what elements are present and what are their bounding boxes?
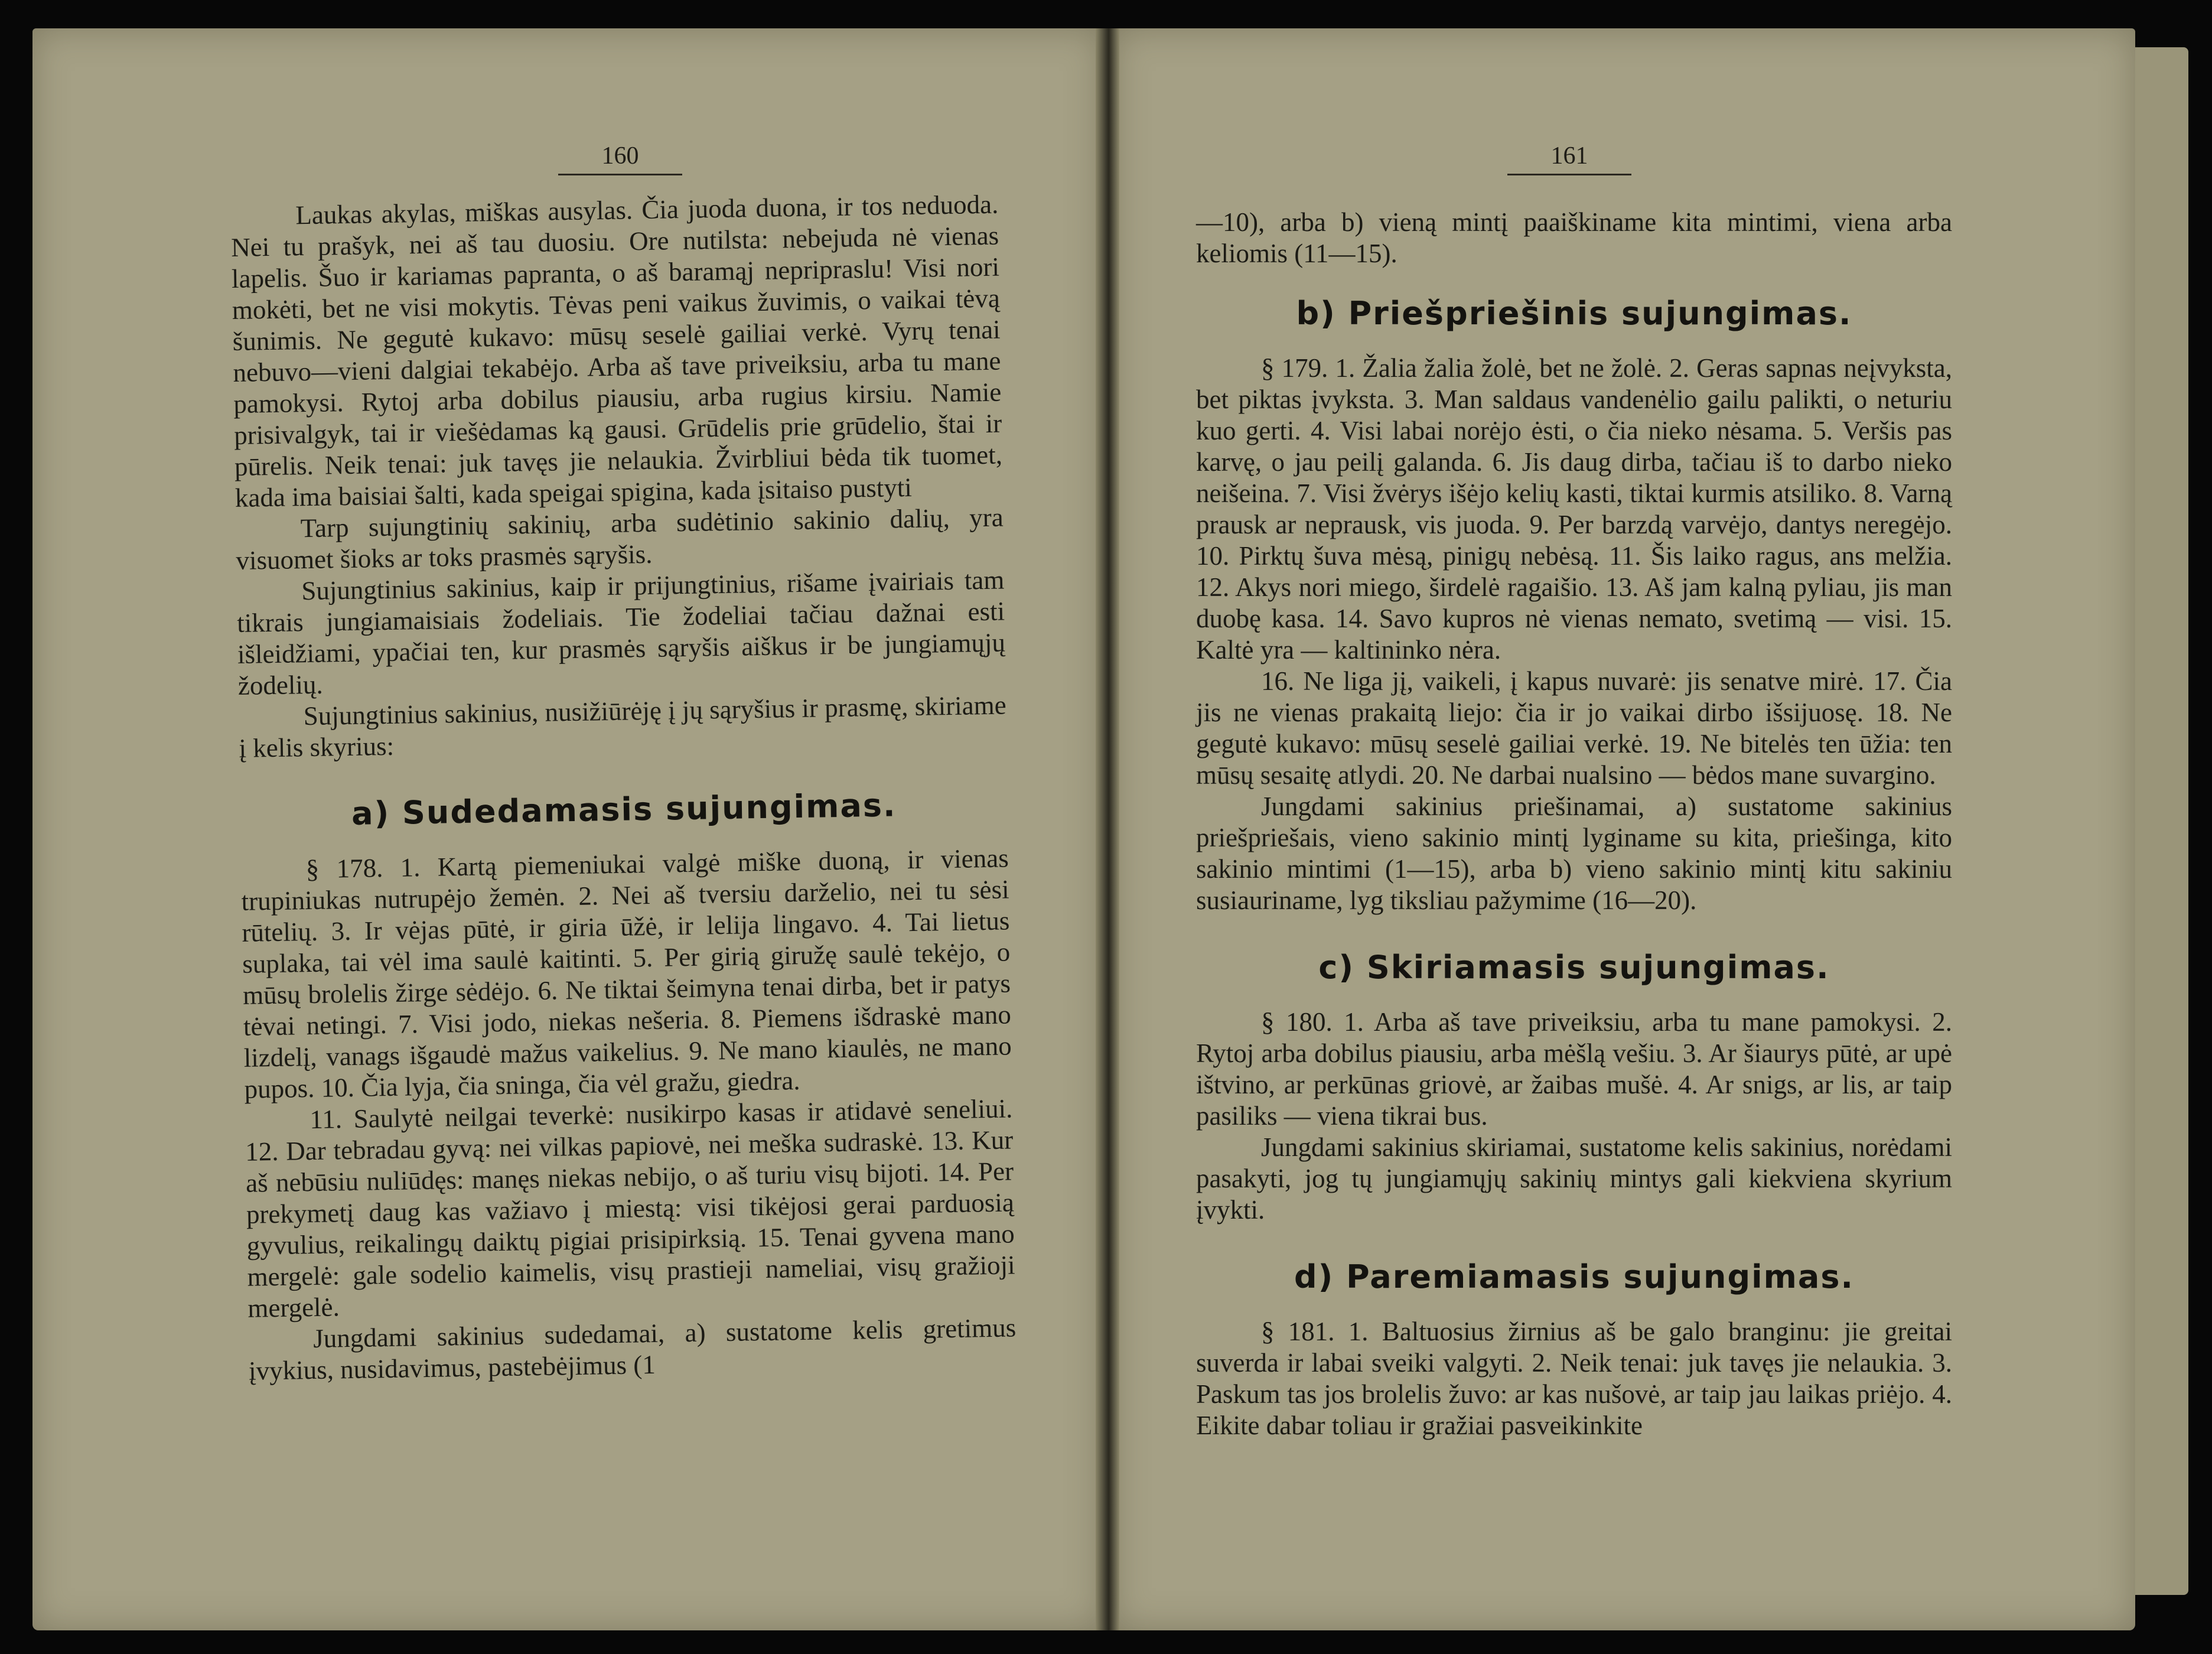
page-number-left: 160 bbox=[558, 142, 682, 175]
heading-priespriesinis: b) Priešpriešinis sujungimas. bbox=[1296, 295, 1852, 332]
paragraph-178-11: 11. Saulytė neilgai teverkė: nusikirpo kasas ir atidavė seneliui. 12. Dar tebradau gyvą: nei vilkas papiovė, nei meška sudraskė. 13. Kur aš nebūsiu nuliūdęs: manęs niekas nebijo, o aš turiu visų bijoti. 14. Per prekymetį daug kas važiavo į miestą: visi tikėjosi gerai parduosią gyvulius, reikalingų daiktų pigiai prisipirksią. 15. Tenai gyvena mano mergelė: gale sodelio kaimelis, visų prastieji nameliai, visų gražioji mergelė. bbox=[245, 1093, 1015, 1323]
paragraph-179-16: 16. Ne liga jį, vaikeli, į kapus nuvarė: jis senatve mirė. 17. Čia jis ne vienas prakaitą liejo: čia ir jo vaikai dirbo išsijuosę. 18. Ne gegutė kukavo: mūsų seselė gailiai verkė. 19. Ne bitelės ten ūžia: ten mūsų sesaitę atlydi. 20. Ne darbai nualsino — bėdos mane suvargino. bbox=[1196, 666, 1952, 790]
page-block-edge bbox=[2132, 47, 2188, 1595]
paragraph-sujungtinius-2: Sujungtinius sakinius, nusižiūrėję į jų sąryšius ir prasmę, skiriame į kelis skyrius: bbox=[239, 690, 1006, 763]
paragraph-180: § 180. 1. Arba aš tave priveiksiu, arba tu mane pamokysi. 2. Rytoj arba dobilus piausiu, arba mėšlą vešiu. 3. Ar šiaurys pūtė, ar upė ištvino, ar perkūnas griovė, ar žaibas mušė. 4. Ar snigs, ar lis, ar taip pasiliks — viena tikrai bus. bbox=[1196, 1007, 1952, 1131]
right-page-text bbox=[1196, 207, 1952, 1441]
heading-paremiamasis: d) Paremiamasis sujungimas. bbox=[1294, 1258, 1854, 1295]
left-page-text bbox=[230, 189, 1017, 1387]
heading-sudedamasis: a) Sudedamasis sujungimas. bbox=[351, 786, 897, 832]
paragraph-jungdami-sudedamai: Jungdami sakinius sudedamai, a) sustatome kelis gretimus įvykius, nusidavimus, pastebėjimus (1 bbox=[248, 1313, 1017, 1386]
paragraph-sujungtinius-1: Sujungtinius sakinius, kaip ir prijungtinius, rišame įvairiais tam tikrais jungiamaisiais žodeliais. Tie žodeliai tačiau dažnai esti išleidžiami, ypačiai ten, kur prasmės sąryšis aiškus ir be jungiamųjų žodelių. bbox=[236, 565, 1006, 701]
page-number-right: 161 bbox=[1507, 142, 1631, 175]
paragraph-jungdami-skiriamai: Jungdami sakinius skiriamai, sustatome kelis sakinius, norėdami pasakyti, jog tų jungiamųjų sakinių mintys gali kiekviena skyrium įvykti. bbox=[1196, 1132, 1952, 1225]
book-gutter bbox=[1096, 28, 1119, 1630]
paragraph-continuation: —10), arba b) vieną mintį paaiškiname kita mintimi, viena arba keliomis (11—15). bbox=[1196, 207, 1952, 268]
paragraph-179: § 179. 1. Žalia žalia žolė, bet ne žolė. 2. Geras sapnas neįvyksta, bet piktas įvyksta. 3. Man saldaus vandenėlio gailu palikti, o neturiu kuo gerti. 4. Visi labai norėjo ėsti, o čia nieko nėsama. 5. Veršis pas karvę, o jau peilį galanda. 6. Jis daug dirba, tačiau iš to darbo nieko neišeina. 7. Visi žvėrys išėjo kelių kasti, tiktai kurmis atsiliko. 8. Varną prausk ar neprausk, vis juoda. 9. Per barzdą varvėjo, dantys neregėjo. 10. Pirktų šuva mėsą, pinigų nebėsą. 11. Šis laiko ragus, ans melžia. 12. Akys nori miego, širdelė ragaišio. 13. Aš jam kalną pyliau, jis man duobę kasa. 14. Savo kupros nė vienas nemato, svetimą — visi. 15. Kaltė yra — kaltininko nėra. bbox=[1196, 353, 1952, 665]
paragraph-intro: Laukas akylas, miškas ausylas. Čia juoda duona, ir tos neduoda. Nei tu prašyk, nei aš tau duosiu. Ore nutilsta: nebejuda nė vienas lapelis. Šuo ir kariamas papranta, o aš baramąj nepripraslu! Visi nori mokėti, bet ne visi mokytis. Tėvas peni vaikus žuvimis, o vaikai tėvą šunimis. Ne gegutė kukavo: mūsų seselė gailiai verkė. Vyrų tenai nebuvo—vieni dalgiai tekabėjo. Arba aš tave priveiksiu, arba tu mane pamokysi. Rytoj arba dobilus piausiu, arba rugius kirsiu. Namie prisivalgyk, tai ir viešėdamas ką gausi. Grūdelis prie grūdelio, štai ir pūrelis. Neik tenai: juk tavęs jie nelaukia. Žvirbliui bėda tik tuomet, kada ima baisiai šalti, kada speigai spigina, kada įsitaiso pustyti bbox=[230, 189, 1003, 513]
paragraph-181: § 181. 1. Baltuosius žirnius aš be galo branginu: jie greitai suverda ir labai sveiki valgyti. 2. Neik tenai: juk tavęs jie nelaukia. 3. Paskum tas jos brolelis žuvo: ar kas nušovė, ar taip jau laikas priėjo. 4. Eikite dabar toliau ir gražiai pasveikinkite bbox=[1196, 1317, 1952, 1440]
paragraph-tarp: Tarp sujungtinių sakinių, arba sudėtinio sakinio dalių, yra visuomet šioks ar toks prasmės sąryšis. bbox=[236, 502, 1004, 575]
paragraph-178: § 178. 1. Kartą piemeniukai valgė miške duoną, ir vienas trupiniukas nutrupėjo žemėn. 2. Nei aš tversiu darželio, nei tu sėsi rūtelių. 3. Ir vėjas pūtė, ir giria ūžė, ir lelija lingavo. 4. Tai lietus suplaka, tai vėl ima saulė kaitinti. 5. Per girią giružę saulė tekėjo, o mūsų brolelis žirge sėdėjo. 6. Ne tiktai šeimyna tenai dirba, bet ir patys tėvai netingi. 7. Visi jodo, niekas nešeria. 8. Piemens išdraskė mano lizdelį, vanags išgaudė mažus vaikelius. 9. Ne mano kiaulės, ne mano pupos. 10. Čia lyja, čia sninga, čia vėl gražu, giedra. bbox=[241, 843, 1012, 1104]
paragraph-jungdami-priesinamai: Jungdami sakinius priešinamai, a) sustatome sakinius priešpriešais, vieno sakinio mintį lyginame su kita, priešinga, kito sakinio mintimi (1—15), arba b) vieno sakinio mintį kitu sakiniu susiauriname, lyg tiksliau pažymime (16—20). bbox=[1196, 792, 1952, 915]
heading-skiriamasis: c) Skiriamasis sujungimas. bbox=[1318, 949, 1830, 986]
